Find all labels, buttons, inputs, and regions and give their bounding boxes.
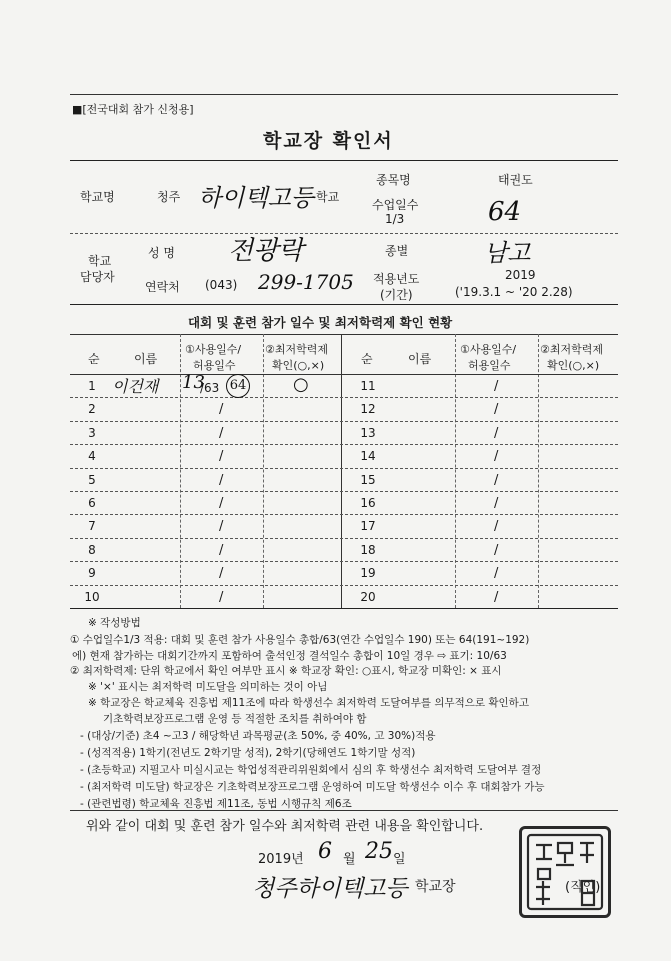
classdays-fraction: 1/3 xyxy=(385,212,405,226)
note-line-5: ※ 학교장은 학교체육 진흥법 제11조에 따라 학생선수 최저학력 도달여부를 의무적으로 확인하고 xyxy=(88,697,529,709)
row-number: 8 xyxy=(88,542,96,557)
used-allowed-slash-right: / xyxy=(494,402,499,418)
row-number: 10 xyxy=(84,589,100,604)
row-number-right: 20 xyxy=(360,589,376,604)
top-rule xyxy=(70,94,618,95)
used-allowed-slash: / xyxy=(219,519,224,535)
used-allowed-slash-right: / xyxy=(494,542,499,558)
document-title: 학교장 확인서 xyxy=(263,130,394,152)
manager-label-2: 담당자 xyxy=(80,270,115,284)
event-value: 태권도 xyxy=(498,173,533,187)
note-line-6: 기초학력보장프로그램 운영 등 적절한 조치를 취하여야 함 xyxy=(103,713,367,725)
row-divider xyxy=(70,538,618,539)
confirm-statement: 위와 같이 대회 및 훈련 참가 일수와 최저학력 관련 내용을 확인합니다. xyxy=(86,819,484,834)
row1-slash-63: /63 xyxy=(200,381,220,395)
form-tag: ■[전국대회 참가 신청용] xyxy=(72,103,194,116)
used-allowed-slash-right: / xyxy=(494,472,499,488)
col-sep-center xyxy=(341,334,342,608)
seal-glyphs xyxy=(522,829,608,915)
note-line-4: ※ '×' 표시는 최저학력 미도달을 의미하는 것이 아님 xyxy=(88,681,328,693)
row-number-right: 12 xyxy=(360,402,376,417)
contact-label: 연락처 xyxy=(145,280,180,294)
school-suffix: 학교 xyxy=(316,190,340,204)
table-bottom-rule xyxy=(70,608,618,609)
name-value-handwritten: 전광락 xyxy=(228,236,304,266)
header-days-1-right: ①사용일수/ xyxy=(460,343,517,356)
row-number-right: 13 xyxy=(360,425,376,440)
used-allowed-slash-right: / xyxy=(494,449,499,465)
header-min-2: 확인(○,×) xyxy=(272,359,325,372)
row-number-right: 18 xyxy=(360,542,376,557)
date-month-label: 월 xyxy=(343,852,356,867)
row1-min-check: ○ xyxy=(293,374,309,395)
col-sep xyxy=(263,334,264,608)
used-allowed-slash: / xyxy=(219,589,224,605)
row-number-right: 19 xyxy=(360,566,376,581)
header-no-right: 순 xyxy=(361,352,373,366)
used-allowed-slash: / xyxy=(219,472,224,488)
header-days-1: ①사용일수/ xyxy=(185,343,242,356)
row-number: 5 xyxy=(88,472,96,487)
header-min-1-right: ②최저학력제 xyxy=(540,343,603,356)
title-rule xyxy=(70,160,618,161)
used-allowed-slash-right: / xyxy=(494,425,499,441)
row-number: 9 xyxy=(88,566,96,581)
year-period: ('19.3.1 ~ '20 2.28) xyxy=(455,285,573,299)
school-name-handwritten: 하이텍고등 xyxy=(198,184,314,212)
row1-allowed-circled: 64 xyxy=(226,374,250,398)
header-days-2-right: 허용일수 xyxy=(468,359,511,372)
table-top-rule xyxy=(70,334,618,335)
header-min-2-right: 확인(○,×) xyxy=(547,359,600,372)
used-allowed-slash-right: / xyxy=(494,496,499,511)
row-divider xyxy=(70,585,618,586)
header-no: 순 xyxy=(88,352,100,366)
note-line-8: - (성적적용) 1학기(전년도 2학기말 성적), 2학기(당해연도 1학기말 성적) xyxy=(80,747,416,759)
header-name: 이름 xyxy=(134,352,158,366)
row-number: 4 xyxy=(88,449,96,464)
year-value: 2019 xyxy=(505,268,536,282)
row-number: 7 xyxy=(88,519,96,534)
date-day-handwritten: 25 xyxy=(365,839,393,864)
manager-label-1: 학교 xyxy=(88,254,112,268)
used-allowed-slash: / xyxy=(219,496,224,511)
contact-area-code: (043) xyxy=(205,278,238,292)
date-day-label: 일 xyxy=(393,852,406,867)
used-allowed-slash: / xyxy=(219,566,224,582)
row-number-right: 16 xyxy=(360,496,376,510)
name-label: 성 명 xyxy=(148,246,175,260)
row1-used-handwritten: 13 xyxy=(182,372,205,393)
note-line-11: - (관련법령) 학교체육 진흥법 제11조, 동법 시행규칙 제6조 xyxy=(80,798,352,810)
header-name-right: 이름 xyxy=(408,352,432,366)
row-divider xyxy=(70,514,618,515)
used-allowed-slash: / xyxy=(219,402,224,418)
used-allowed-slash-right: / xyxy=(494,589,499,605)
row-number-right: 15 xyxy=(360,472,376,487)
row-divider xyxy=(70,421,618,422)
school-city: 청주 xyxy=(157,190,181,204)
row-divider xyxy=(70,561,618,562)
period-label: (기간) xyxy=(380,288,413,302)
used-allowed-slash-right: / xyxy=(494,379,499,394)
table-title: 대회 및 훈련 참가 일수 및 최저학력제 확인 현황 xyxy=(188,315,453,330)
row-divider xyxy=(70,397,618,398)
event-label: 종목명 xyxy=(376,173,411,187)
used-allowed-slash: / xyxy=(219,542,224,558)
signer-school-handwritten: 청주하이텍고등 xyxy=(252,876,408,902)
row-divider xyxy=(70,444,618,445)
row-number: 6 xyxy=(88,496,96,510)
note-line-2: 에) 현재 참가하는 대회기간까지 포함하여 출석인정 결석일수 총합이 10일 경우 ⇨ 표기: 10/63 xyxy=(72,650,507,662)
header-min-1: ②최저학력제 xyxy=(265,343,328,356)
category-label: 종별 xyxy=(385,244,409,258)
note-line-3: ② 최저학력제: 단위 학교에서 확인 여부만 표시 ※ 학교장 확인: ○표시, 학교장 미확인: × 표시 xyxy=(70,665,502,677)
row-number-right: 17 xyxy=(360,519,376,534)
note-line-9: - (초등학교) 지필고사 미실시교는 학업성적관리위원회에서 심의 후 학생선수 최저학력 도달여부 결정 xyxy=(80,764,542,776)
row-divider xyxy=(70,468,618,469)
used-allowed-slash-right: / xyxy=(494,566,499,582)
note-line-7: - (대상/기준) 초4 ~고3 / 해당학년 과목평균(초 50%, 중 40%, 고 30%)적용 xyxy=(80,730,436,742)
signer-role: 학교장 xyxy=(415,879,456,895)
date-month-handwritten: 6 xyxy=(318,839,332,864)
row-number-right: 11 xyxy=(360,379,376,393)
category-value-handwritten: 남고 xyxy=(484,239,531,267)
header-days-2: 허용일수 xyxy=(193,359,236,372)
info-bottom-rule xyxy=(70,304,618,305)
used-allowed-slash: / xyxy=(219,425,224,441)
contact-value-handwritten: 299-1705 xyxy=(258,270,354,294)
note-line-1: ① 수업일수1/3 적용: 대회 및 훈련 참가 사용일수 총합/63(연간 수업일수 190) 또는 64(191~192) xyxy=(70,634,530,646)
school-label: 학교명 xyxy=(80,190,115,204)
col-sep xyxy=(538,334,539,608)
date-year: 2019년 xyxy=(258,852,304,867)
year-label: 적용년도 xyxy=(373,272,420,286)
used-allowed-slash-right: / xyxy=(494,519,499,535)
classdays-label: 수업일수 xyxy=(372,198,419,212)
info-divider xyxy=(70,233,618,234)
row-number-right: 14 xyxy=(360,449,376,464)
row-number: 2 xyxy=(88,402,96,417)
used-allowed-slash: / xyxy=(219,449,224,465)
col-sep xyxy=(180,334,181,608)
seal-mark: (직인) xyxy=(565,880,601,895)
row-number: 3 xyxy=(88,425,96,440)
note-line-10: - (최저학력 미도달) 학교장은 기초학력보장프로그램 운영하여 미도달 학생선수 이수 후 대회참가 가능 xyxy=(80,781,545,793)
notes-bottom-rule xyxy=(70,810,618,811)
row1-name-handwritten: 이건재 xyxy=(112,377,159,396)
classdays-value-handwritten: 64 xyxy=(488,197,522,227)
row-number: 1 xyxy=(88,379,96,393)
row-divider xyxy=(70,491,618,492)
official-seal-stamp xyxy=(519,826,611,918)
col-sep xyxy=(455,334,456,608)
notes-heading: ※ 작성방법 xyxy=(88,617,141,629)
